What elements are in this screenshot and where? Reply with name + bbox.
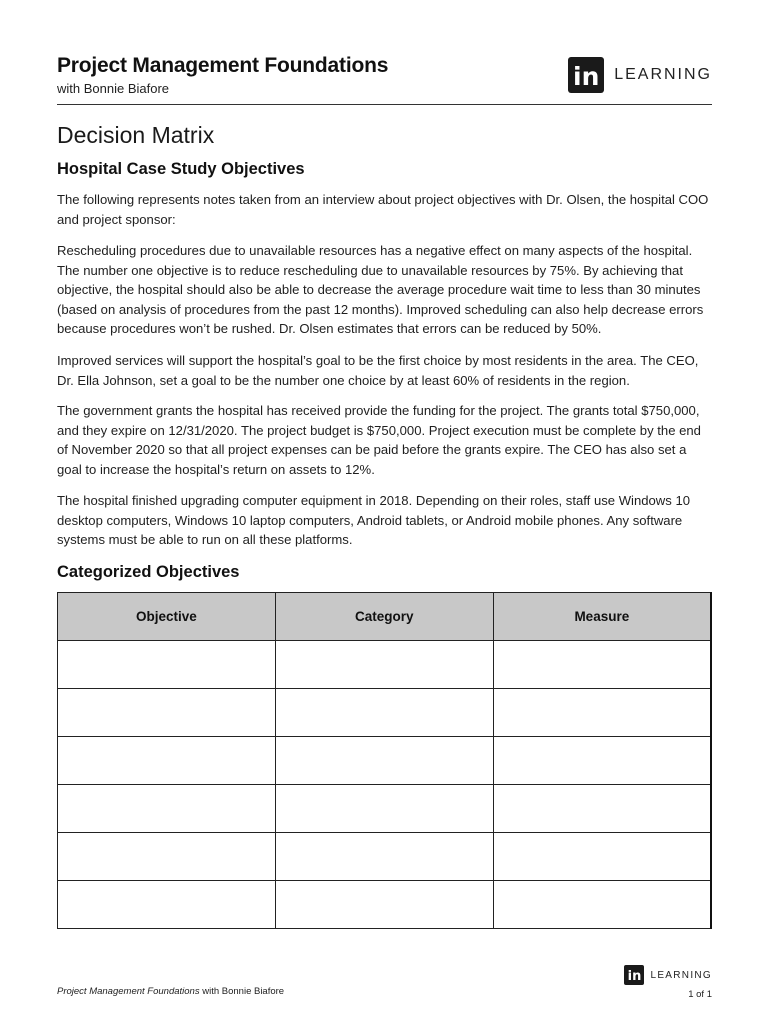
course-title: Project Management Foundations bbox=[57, 54, 389, 77]
table-cell[interactable] bbox=[58, 689, 276, 737]
linkedin-icon: in bbox=[568, 57, 604, 93]
table-cell[interactable] bbox=[58, 881, 276, 929]
table-header-row bbox=[58, 593, 712, 641]
column-header-measure: Measure bbox=[493, 593, 711, 641]
logo-text: LEARNING bbox=[614, 66, 712, 83]
table-cell[interactable] bbox=[275, 833, 493, 881]
table-cell[interactable] bbox=[275, 785, 493, 833]
table-row bbox=[58, 641, 712, 689]
paragraph-grants: The government grants the hospital has received provide the funding for the project. The grants total $750,000, and they expire on 12/31/2020. The project budget is $750,000. Project execution must be complete by the end of November 2020 so that all project expenses can be paid before the grants expire. The CEO has also set a goal to increase the hospital’s return on assets to 12%. bbox=[57, 403, 701, 477]
table-cell[interactable] bbox=[493, 641, 711, 689]
table-cell[interactable] bbox=[58, 737, 276, 785]
document-title: Decision Matrix bbox=[57, 122, 215, 148]
table-cell[interactable] bbox=[493, 833, 711, 881]
table-cell[interactable] bbox=[493, 785, 711, 833]
page-number: 1 of 1 bbox=[688, 989, 712, 1000]
footer-course-title: Project Management Foundations bbox=[57, 986, 200, 997]
table-row bbox=[58, 689, 712, 737]
linkedin-icon: in bbox=[624, 965, 644, 985]
footer-author: with Bonnie Biafore bbox=[199, 986, 285, 997]
table-cell[interactable] bbox=[275, 689, 493, 737]
footer-logo-text: LEARNING bbox=[650, 969, 712, 981]
paragraph-rescheduling: Rescheduling procedures due to unavailable resources has a negative effect on many aspects of the hospital. The number one objective is to reduce rescheduling due to unavailable resources by 75%. By achieving that objective, the hospital should also be able to decrease the average procedure wait time to less than 30 minutes (based on analysis of procedures from the past 12 months). Improved scheduling can also help decrease errors because procedures won’t be rushed. Dr. Olsen estimates that errors can be reduced by 50%. bbox=[57, 243, 704, 337]
paragraph-intro: The following represents notes taken from an interview about project objectives with Dr. Olsen, the hospital COO and project sponsor: bbox=[57, 192, 709, 227]
linkedin-learning-logo bbox=[568, 57, 712, 93]
table-cell[interactable] bbox=[275, 881, 493, 929]
column-header-category: Category bbox=[275, 593, 493, 641]
paragraph-equipment: The hospital finished upgrading computer equipment in 2018. Depending on their roles, staff use Windows 10 desktop computers, Windows 10 laptop computers, Android tablets, or Android mobile phones. Any software systems must be able to run on all these platforms. bbox=[57, 493, 691, 548]
table-cell[interactable] bbox=[58, 641, 276, 689]
footer-linkedin-learning-logo bbox=[624, 965, 712, 985]
section-heading-categorized: Categorized Objectives bbox=[57, 563, 240, 581]
table-cell[interactable] bbox=[493, 881, 711, 929]
table-cell[interactable] bbox=[493, 689, 711, 737]
table-cell[interactable] bbox=[58, 833, 276, 881]
table-cell[interactable] bbox=[275, 641, 493, 689]
table-cell[interactable] bbox=[58, 785, 276, 833]
page-footer-right bbox=[624, 965, 712, 1000]
page-header bbox=[57, 54, 712, 105]
table-row bbox=[58, 881, 712, 929]
column-header-objective: Objective bbox=[58, 593, 276, 641]
table-row bbox=[58, 833, 712, 881]
table-row bbox=[58, 785, 712, 833]
footer-course-credit bbox=[57, 986, 284, 997]
table-cell[interactable] bbox=[493, 737, 711, 785]
table-row bbox=[58, 737, 712, 785]
course-subtitle: with Bonnie Biafore bbox=[57, 81, 170, 96]
section-heading-objectives: Hospital Case Study Objectives bbox=[57, 160, 305, 178]
paragraph-services: Improved services will support the hospital’s goal to be the first choice by most residents in the area. The CEO, Dr. Ella Johnson, set a goal to be the number one choice by at least 60% of residents in the region. bbox=[57, 353, 699, 388]
categorized-objectives-table bbox=[57, 592, 712, 929]
table-cell[interactable] bbox=[275, 737, 493, 785]
